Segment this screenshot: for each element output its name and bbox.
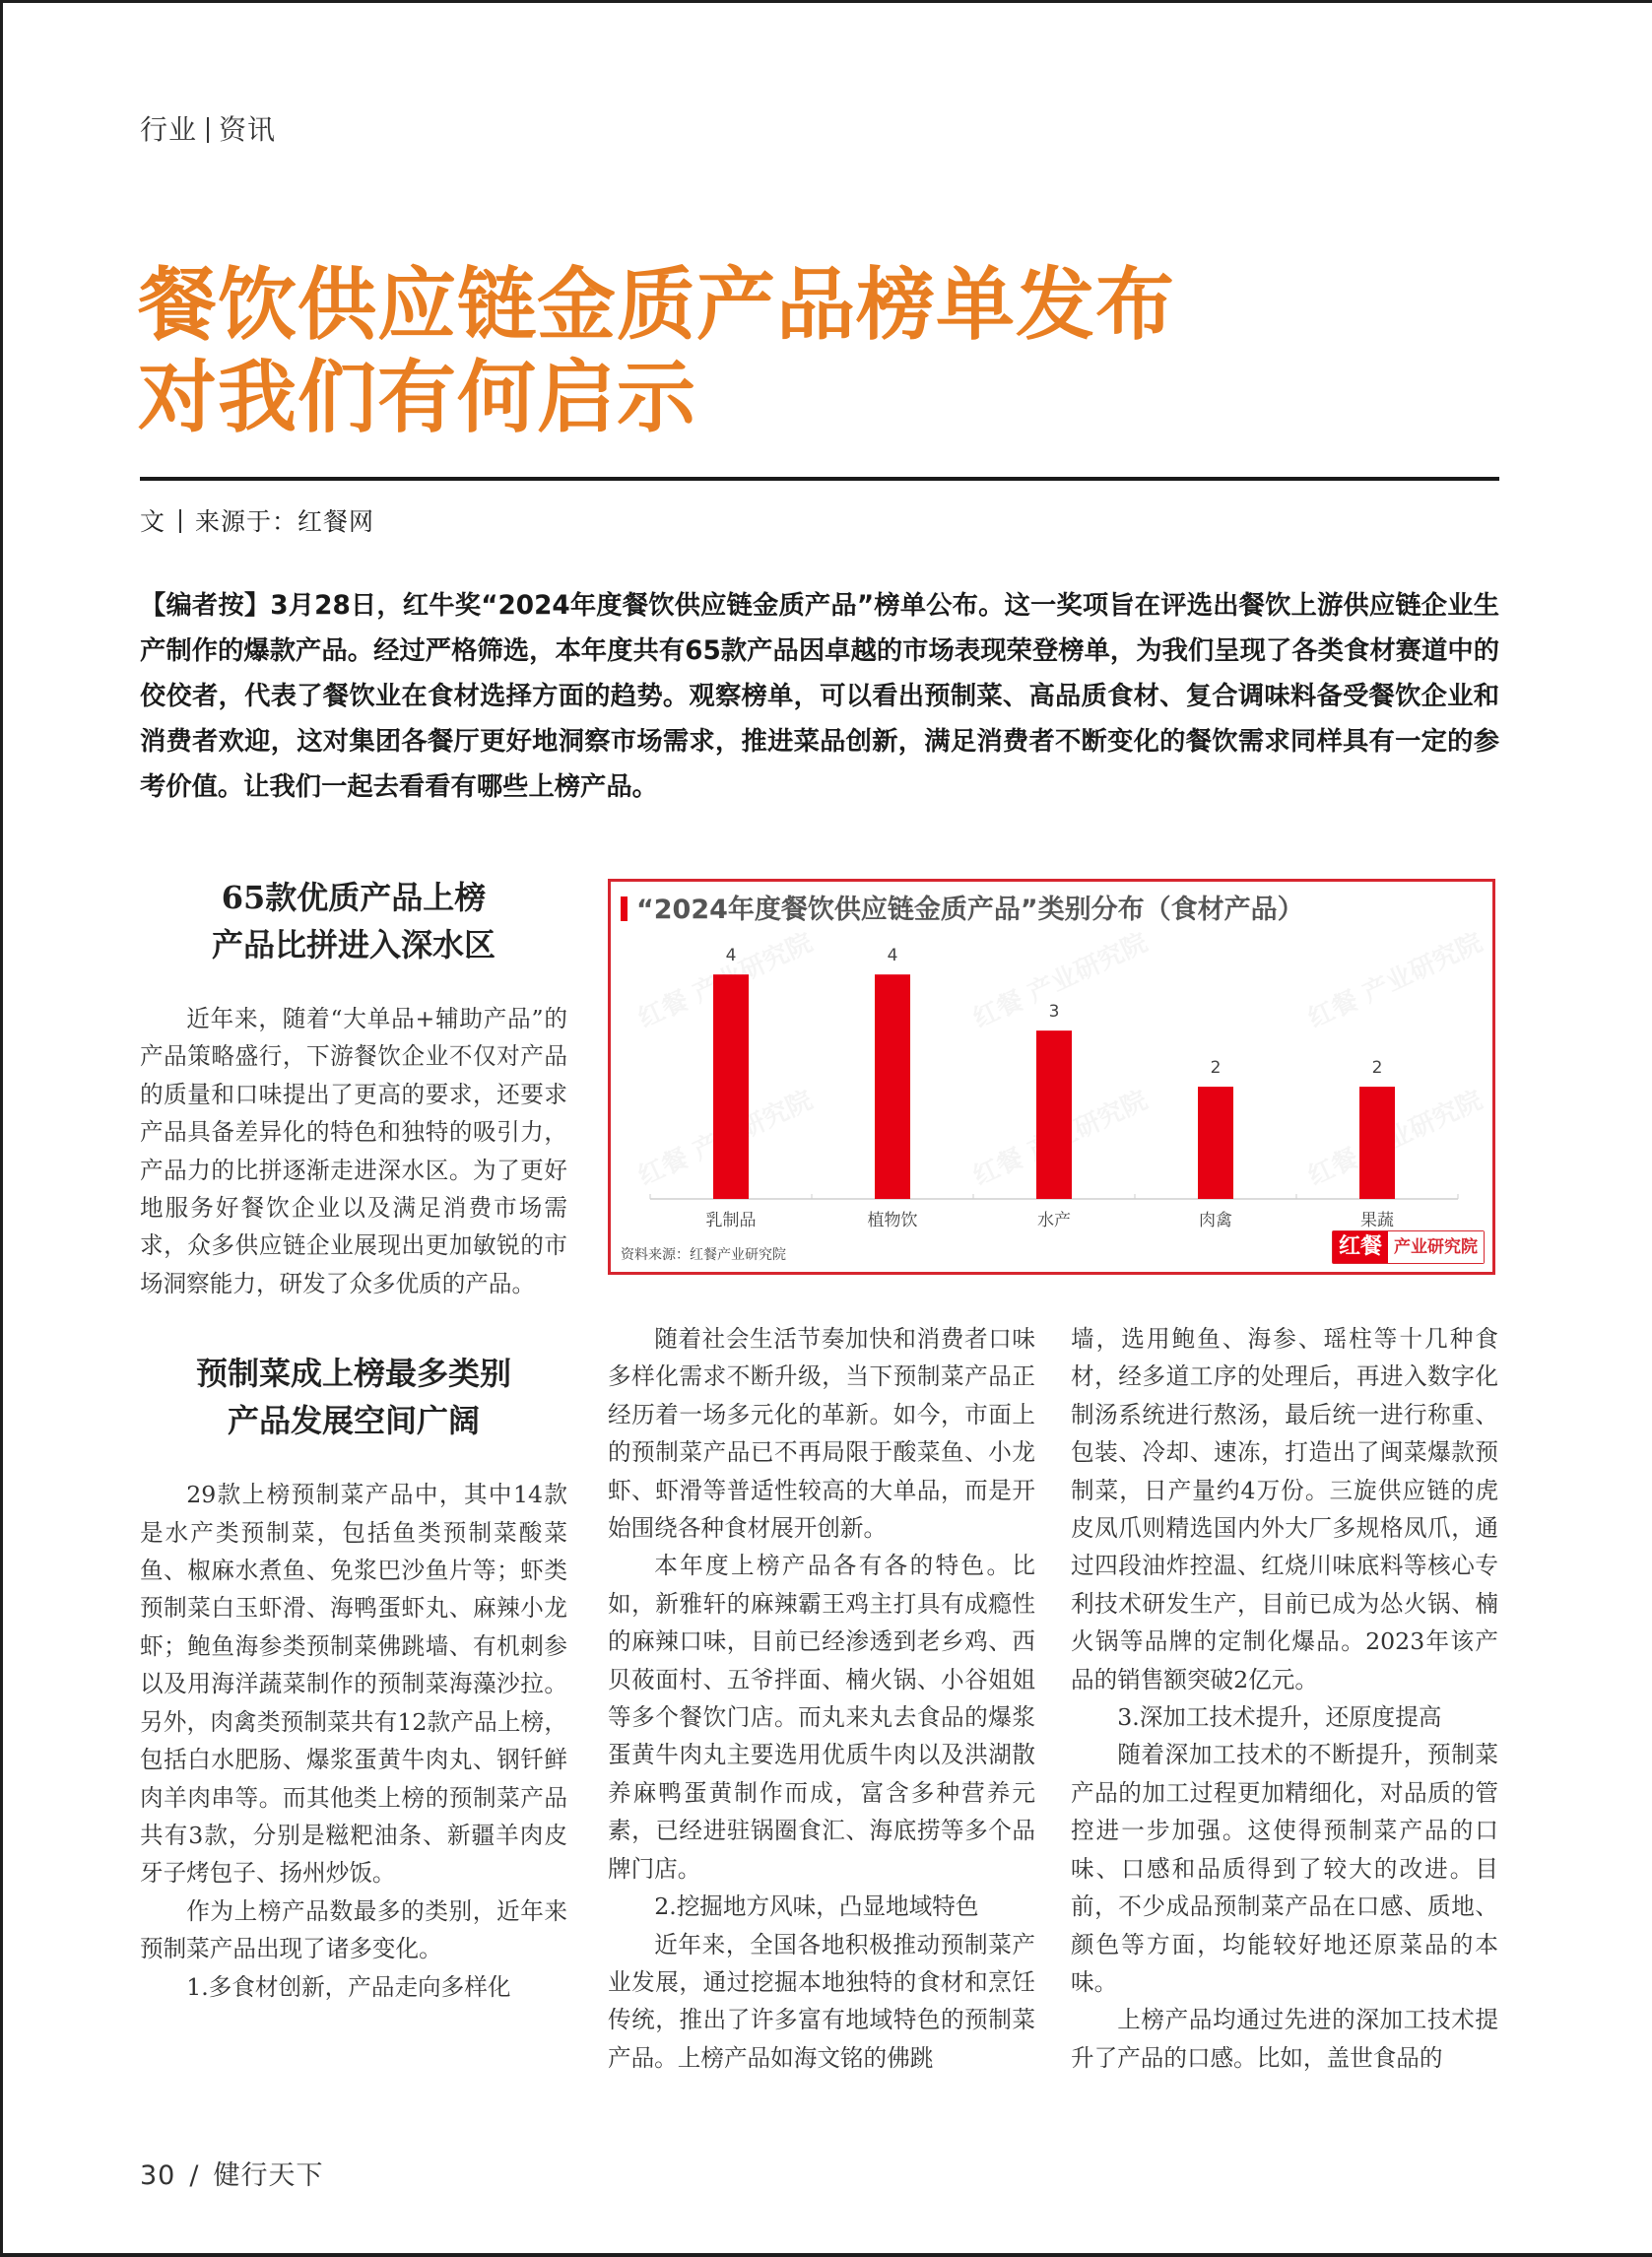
x-tick-label: 肉禽	[1199, 1211, 1232, 1230]
section-heading-1	[140, 874, 567, 968]
bar-4	[1198, 1087, 1233, 1199]
paragraph: 随着社会生活节奏加快和消费者口味多样化需求不断升级，当下预制菜产品正经历着一场多元化的革新。如今，市面上的预制菜产品已不再局限于酸菜鱼、小龙虾、虾滑等普适性较高的大单品，而是开始围绕各种食材展开创新。	[608, 1325, 1035, 1543]
section-heading-2-line-2: 产品发展空间广阔	[227, 1402, 480, 1440]
editor-note: 【编者按】3月28日，红牛奖“2024年度餐饮供应链金质产品”榜单公布。这一奖项旨在评选出餐饮上游供应链企业生产制作的爆款产品。经过严格筛选，本年度共有65款产品因卓越的市场表现荣登榜单，为我们呈现了各类食材赛道中的佼佼者，代表了餐饮业在食材选择方面的趋势。观察榜单，可以看出预制菜、高品质食材、复合调味料备受餐饮企业和消费者欢迎，这对集团各餐厅更好地洞察市场需求，推进菜品创新，满足消费者不断变化的餐饮需求同样具有一定的参考价值。让我们一起去看看有哪些上榜产品。	[140, 591, 1499, 802]
column-right	[1071, 1320, 1498, 2077]
byline-source: 来源于：红餐网	[195, 507, 375, 536]
byline-divider	[179, 509, 181, 533]
data-label: 4	[725, 946, 737, 966]
data-label: 4	[887, 946, 898, 966]
chart-title: “2024年度餐饮供应链金质产品”类别分布（食材产品）	[636, 895, 1304, 925]
section-tag	[140, 108, 276, 148]
subheading: 2.挖掘地方风味，凸显地域特色	[654, 1892, 979, 1921]
x-tick-label: 乳制品	[705, 1211, 757, 1230]
logo-brand: 红餐	[1333, 1231, 1388, 1263]
data-label: 2	[1210, 1058, 1222, 1079]
bar-chart	[608, 879, 1495, 1275]
paragraph: 作为上榜产品数最多的类别，近年来预制菜产品出现了诸多变化。	[140, 1896, 567, 1963]
page-footer	[140, 2154, 323, 2192]
column-middle	[608, 1320, 1035, 2077]
paragraph: 上榜产品均通过先进的深加工技术提升了产品的口感。比如，盖世食品的	[1071, 2006, 1498, 2072]
bar-2	[875, 974, 910, 1199]
subheading: 1.多食材创新，产品走向多样化	[186, 1972, 511, 2001]
section-heading-1-line-1: 65款优质产品上榜	[221, 879, 487, 916]
x-tick-label: 果蔬	[1360, 1211, 1394, 1230]
page-edge-left	[0, 0, 3, 2257]
subheading: 3.深加工技术提升，还原度提高	[1117, 1703, 1442, 1732]
bar-1	[713, 974, 749, 1199]
page-edge-bottom	[0, 2253, 1652, 2257]
title-line-1: 餐饮供应链金质产品榜单发布	[138, 258, 1175, 351]
data-label: 3	[1048, 1002, 1060, 1023]
article-title	[138, 258, 1175, 443]
byline	[140, 502, 374, 538]
paragraph: 近年来，随着“大单品+辅助产品”的产品策略盛行，下游餐饮企业不仅对产品的质量和口味提出了更高的要求，还要求产品具备差异化的特色和独特的吸引力，产品力的比拼逐渐走进深水区。为了更好地服务好餐饮企业以及满足消费市场需求，众多供应链企业展现出更加敏锐的市场洞察能力，研发了众多优质的产品。	[140, 1005, 567, 1297]
section-heading-2	[140, 1350, 567, 1444]
subsection-label: 资讯	[219, 113, 277, 146]
page-edge-top	[0, 0, 1652, 3]
chart-plot	[611, 882, 1492, 1272]
x-tick-label: 植物饮	[867, 1211, 918, 1230]
chart-logo	[1332, 1230, 1485, 1264]
data-label: 2	[1371, 1058, 1383, 1079]
title-line-2: 对我们有何启示	[138, 351, 696, 443]
publication-name: 健行天下	[213, 2160, 324, 2191]
title-divider	[140, 477, 1499, 481]
paragraph: 29款上榜预制菜产品中，其中14款是水产类预制菜，包括鱼类预制菜酸菜鱼、椒麻水煮鱼、免浆巴沙鱼片等；虾类预制菜白玉虾滑、海鸭蛋虾丸、麻辣小龙虾；鲍鱼海参类预制菜佛跳墙、有机刺参以及用海洋蔬菜制作的预制菜海藻沙拉。另外，肉禽类预制菜共有12款产品上榜，包括白水肥肠、爆浆蛋黄牛肉丸、钢钎鲜肉羊肉串等。而其他类上榜的预制菜产品共有3款，分别是糍粑油条、新疆羊肉皮牙子烤包子、扬州炒饭。	[140, 1481, 567, 1888]
section-heading-1-line-2: 产品比拼进入深水区	[211, 926, 496, 963]
paragraph: 本年度上榜产品各有各的特色。比如，新雅轩的麻辣霸王鸡主打具有成瘾性的麻辣口味，目前已经渗透到老乡鸡、西贝莜面村、五爷拌面、楠火锅、小谷姐姐等多个餐饮门店。而丸来丸去食品的爆浆蛋黄牛肉丸主要选用优质牛肉以及洪湖散养麻鸭蛋黄制作而成，富含多种营养元素，已经进驻锅圈食汇、海底捞等多个品牌门店。	[608, 1552, 1035, 1883]
paragraph: 近年来，全国各地积极推动预制菜产业发展，通过挖掘本地独特的食材和烹饪传统，推出了许多富有地域特色的预制菜产品。上榜产品如海文铭的佛跳	[608, 1930, 1035, 2072]
section-heading-2-line-1: 预制菜成上榜最多类别	[195, 1355, 511, 1393]
page-number: 30	[140, 2160, 176, 2191]
x-tick-label: 水产	[1037, 1211, 1071, 1230]
bar-5	[1359, 1087, 1395, 1199]
byline-prefix: 文	[140, 507, 166, 536]
footer-separator: /	[189, 2160, 200, 2191]
paragraph: 墙，选用鲍鱼、海参、瑶柱等十几种食材，经多道工序的处理后，再进入数字化制汤系统进行熬汤，最后统一进行称重、包装、冷却、速冻，打造出了闽菜爆款预制菜，日产量约4万份。三旋供应链的虎皮凤爪则精选国内外大厂多规格凤爪，通过四段油炸控温、红烧川味底料等核心专利技术研发生产，目前已成为怂火锅、楠火锅等品牌的定制化爆品。2023年该产品的销售额突破2亿元。	[1071, 1325, 1498, 1693]
logo-institute: 产业研究院	[1388, 1231, 1484, 1263]
chart-source: 资料来源：红餐产业研究院	[621, 1247, 786, 1263]
bar-3	[1036, 1030, 1072, 1199]
section-divider	[207, 117, 209, 143]
column-left	[140, 874, 567, 2006]
section-label: 行业	[140, 113, 198, 146]
paragraph: 随着深加工技术的不断提升，预制菜产品的加工过程更加精细化，对品质的管控进一步加强。这使得预制菜产品的口味、口感和品质得到了较大的改进。目前，不少成品预制菜产品在口感、质地、颜色等方面，均能较好地还原菜品的本味。	[1071, 1741, 1498, 1996]
